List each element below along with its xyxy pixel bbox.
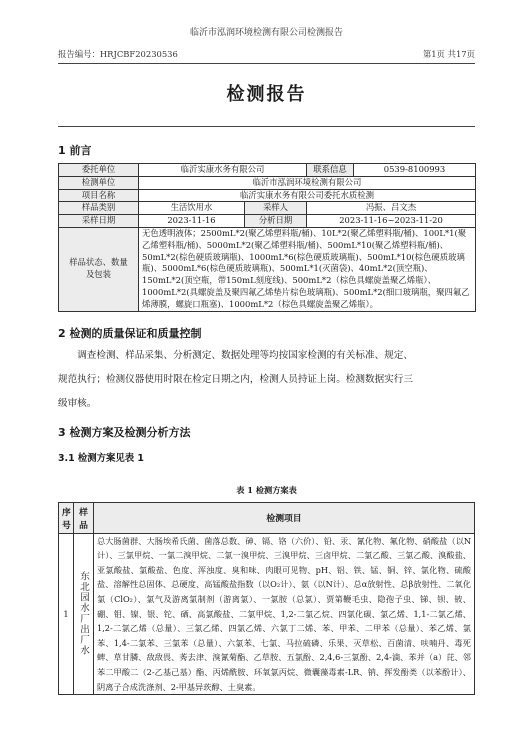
quality-para-line-3: 级审核。 — [58, 397, 97, 409]
title-divider — [58, 126, 475, 127]
row-number: 1 — [59, 533, 74, 695]
quality-para-line-2: 规范执行；检测仪器使用时限在检定日期之内，检测人员持证上岗。检测数据实行三 — [58, 373, 413, 385]
section-3-1-heading: 3.1 检测方案见表 1 — [58, 452, 144, 464]
page-indicator: 第1页 共17页 — [422, 49, 475, 59]
contact-value: 0539-8100993 — [354, 164, 476, 177]
sample-name-cell — [74, 533, 94, 695]
sampler-value: 冯振、吕文杰 — [307, 202, 476, 215]
info-row-client — [59, 164, 476, 177]
info-row-project — [59, 189, 476, 202]
sampling-date-value: 2023-11-16 — [139, 215, 245, 228]
info-row-dates — [59, 215, 476, 228]
client-label: 委托单位 — [59, 164, 139, 177]
info-row-sample-state — [59, 227, 476, 311]
sample-state-value: 无色透明液体；2500mL*2(聚乙烯塑料瓶/桶)、10L*2(聚乙烯塑料瓶/桶)、100L*1(聚乙烯塑料瓶/桶)、5000mL*2(聚乙烯塑料瓶/桶)、500mL*10(聚乙烯塑料瓶/桶)、50mL*2(棕色硬质玻璃瓶)、1000mL*6(棕色硬质玻璃瓶)、500mL*10(棕色硬质玻璃瓶)、5000mL*6(棕色硬质玻璃瓶)、500mL*1(灭菌袋)、40mL*2(顶空瓶)、150mL*2(顶空瓶，带150mL刻度线)、500mL*2（棕色具螺旋盖聚乙烯瓶）、1000mL*2(具螺旋盖及聚四氟乙烯垫片棕色玻璃瓶)、500mL*2(细口玻璃瓶，聚四氟乙烯薄膜，螺旋口瓶塞)、1000mL*2（棕色具螺旋盖聚乙烯瓶）。 — [139, 227, 476, 311]
contact-label: 联系信息 — [307, 164, 354, 177]
category-value: 生活饮用水 — [139, 202, 245, 215]
plan-row-1 — [59, 533, 475, 695]
sample-state-label: 样品状态、数量及包装 — [59, 227, 139, 311]
test-plan-table — [58, 502, 475, 696]
quality-para-line-1: 调查检测、样品采集、分析测定、数据处理等均按国家检测的有关标准、规定、 — [77, 349, 413, 361]
section-1-heading: 1 前言 — [58, 144, 92, 157]
section-2-heading: 2 检测的质量保证和质量控制 — [58, 326, 202, 340]
project-value: 临沂实康水务有限公司委托水质检测 — [139, 189, 476, 202]
sampler-label: 采样人 — [245, 202, 307, 215]
analysis-date-label: 分析日期 — [245, 215, 307, 228]
col-header-sample: 样品 — [74, 502, 94, 533]
test-items-cell — [94, 533, 475, 695]
sampling-date-label: 采样日期 — [59, 215, 139, 228]
sample-name: 东北园水厂出厂水 — [78, 571, 89, 657]
header-meta-row — [58, 48, 475, 60]
header-org-title: 临沂市泓润环境检测有限公司检测报告 — [189, 28, 343, 38]
section-3-heading: 3 检测方案及检测分析方法 — [58, 425, 191, 439]
report-number: 报告编号：HRJCBF20230536 — [58, 49, 178, 59]
plan-header-row — [59, 502, 475, 533]
document-title: 检测报告 — [226, 84, 307, 105]
test-items: 总大肠菌群、大肠埃希氏菌、菌落总数、砷、镉、铬（六价）、铅、汞、氰化物、氟化物、硝酸盐（以N计）、三氯甲烷、一氯二溴甲烷、二氯一溴甲烷、三溴甲烷、三卤甲烷、二氯乙酸、三氯乙酸、溴酸盐、亚氯酸盐、氯酸盐、色度、浑浊度、臭和味、肉眼可见物、pH、铝、铁、锰、铜、锌、氯化物、硫酸盐、溶解性总固体、总硬度、高锰酸盐指数（以O₂计）、氨（以N计）、总α放射性、总β放射性、二氧化氯（ClO₂）、氯气及游离氯制剂（游离氯）、一氯胺（总氯）、贾第鞭毛虫、隐孢子虫、锑、钡、铍、硼、钼、镍、银、铊、硒、高氯酸盐、二氯甲烷、1,2-二氯乙烷、四氯化碳、氯乙烯、1,1-二氯乙烯、1,2-二氯乙烯（总量）、三氯乙烯、四氯乙烯、六氯丁二烯、苯、甲苯、二甲苯（总量）、苯乙烯、氯苯、1,4-二氯苯、三氯苯（总量）、六氯苯、七氯、马拉硫磷、乐果、灭草松、百菌清、呋喃丹、毒死蜱、草甘膦、敌敌畏、莠去津、溴氰菊酯、乙草胺、五氯酚、2,4,6-三氯酚、2,4-滴、苯并（a）芘、邻苯二甲酸二（2-乙基己基）酯、丙烯酰胺、环氧氯丙烷、微囊藻毒素-LR、钠、挥发酚类（以苯酚计）、阴离子合成洗涤剂、2-甲基异莰醇、土臭素。 — [97, 535, 471, 692]
header-divider — [58, 63, 475, 64]
col-header-items: 检测项目 — [94, 502, 475, 533]
table-1-caption: 表 1 检测方案表 — [236, 484, 297, 495]
client-value: 临沂实康水务有限公司 — [139, 164, 307, 177]
project-label: 项目名称 — [59, 189, 139, 202]
category-label: 样品类别 — [59, 202, 139, 215]
info-row-category — [59, 202, 476, 215]
lab-value: 临沂市泓润环境检测有限公司 — [139, 176, 476, 189]
lab-label: 检测单位 — [59, 176, 139, 189]
analysis-date-value: 2023-11-16~2023-11-20 — [307, 215, 476, 228]
info-row-lab — [59, 176, 476, 189]
info-table — [58, 163, 476, 312]
col-header-no: 序号 — [59, 502, 74, 533]
